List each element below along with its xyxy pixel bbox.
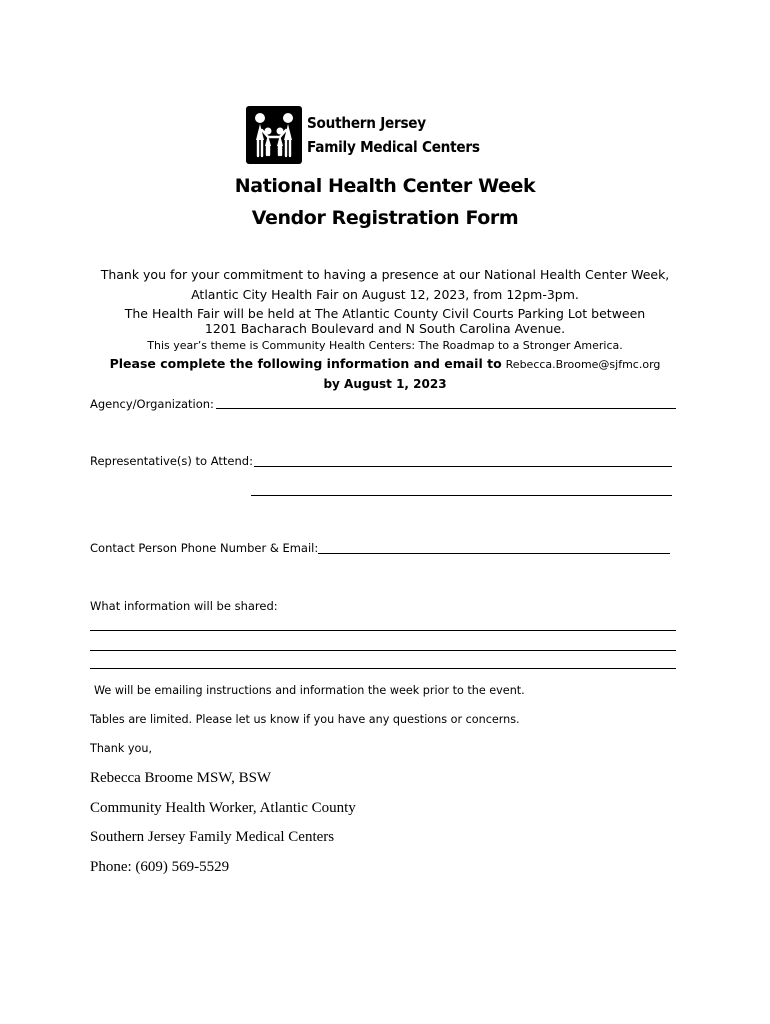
contact-label: Contact Person Phone Number & Email: [90,541,319,555]
info-field-3[interactable] [90,668,676,669]
page-subtitle: Vendor Registration Form [251,207,519,229]
logo-mark [246,106,302,164]
family-icon [246,106,302,164]
agency-field[interactable] [216,408,676,409]
contact-field[interactable] [318,553,670,554]
note-line-2: Tables are limited. Please let us know if you have any questions or concerns. [90,713,520,726]
logo-line-1: Southern Jersey [307,114,426,132]
theme-line: This year’s theme is Community Health Centers: The Roadmap to a Stronger America. [147,339,623,352]
info-field-2[interactable] [90,650,676,651]
intro-line-3: The Health Fair will be held at The Atlantic County Civil Courts Parking Lot between [124,306,646,321]
signature-phone: Phone: (609) 569-5529 [90,859,230,875]
signature-org: Southern Jersey Family Medical Centers [90,829,335,845]
representatives-field-2[interactable] [251,495,672,496]
info-field-1[interactable] [90,630,676,631]
info-label: What information will be shared: [90,599,278,613]
instruction-text: Please complete the following information and email to [109,356,502,371]
signature-name: Rebecca Broome MSW, BSW [90,770,272,786]
representatives-field-1[interactable] [254,466,672,467]
intro-line-4: 1201 Bacharach Boulevard and N South Carolina Avenue. [204,321,566,336]
instruction-line [0,356,770,371]
note-line-3: Thank you, [90,742,153,755]
contact-email[interactable]: Rebecca.Broome@sjfmc.org [505,358,661,371]
intro-line-1: Thank you for your commitment to having a presence at our National Health Center Week, [100,267,670,282]
note-line-1: We will be emailing instructions and information the week prior to the event. [94,684,525,697]
page-title: National Health Center Week [234,175,536,197]
representatives-label: Representative(s) to Attend: [90,454,253,468]
signature-title: Community Health Worker, Atlantic County [90,800,356,816]
deadline: by August 1, 2023 [323,377,447,391]
logo-line-2: Family Medical Centers [307,138,480,156]
agency-label: Agency/Organization: [90,397,214,411]
intro-line-2: Atlantic City Health Fair on August 12, 2023, from 12pm-3pm. [191,287,579,302]
